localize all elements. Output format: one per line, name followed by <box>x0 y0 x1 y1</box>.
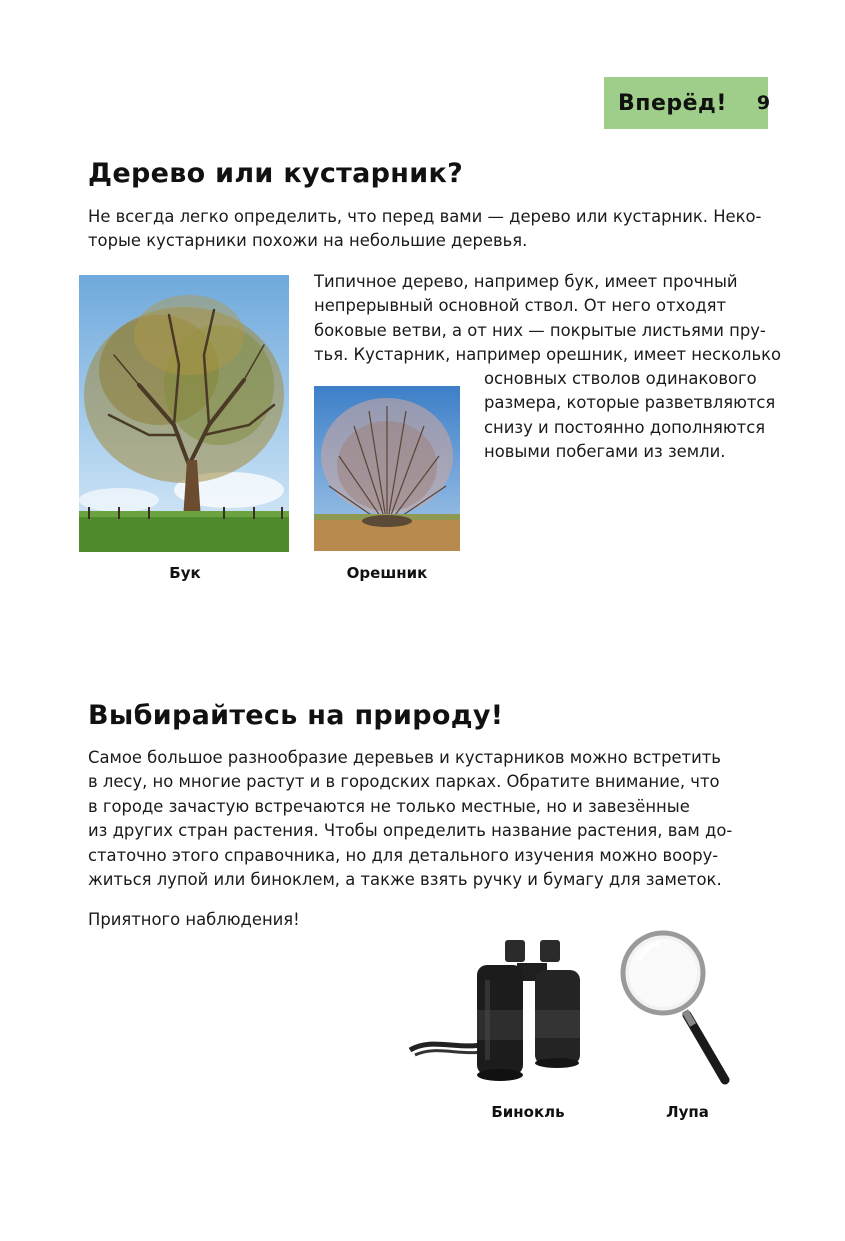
hazel-photo <box>314 386 460 551</box>
body-line: статочно этого справочника, но для детального изучения можно воору- <box>88 845 719 865</box>
section1-body-narrow <box>484 367 775 465</box>
caption-binoculars: Бинокль <box>491 1103 565 1121</box>
caption-magnifier: Лупа <box>666 1103 709 1121</box>
body-line: Типичное дерево, например бук, имеет прочный <box>314 272 738 291</box>
body-line: снизу и постоянно дополняются <box>484 417 766 437</box>
body-line: в городе зачастую встречаются не только местные, но и завезённые <box>88 796 690 816</box>
body-line: основных стволов одинакового <box>484 369 757 388</box>
body-line: боковые ветви, а от них — покрытые листьями пру- <box>314 320 766 340</box>
body-line: из других стран растения. Чтобы определить название растения, вам до- <box>88 821 733 841</box>
intro-line: Не всегда легко определить, что перед вами — дерево или кустарник. Неко- <box>88 207 762 226</box>
body-line: размера, которые разветвляются <box>484 393 776 413</box>
beech-photo <box>79 275 289 552</box>
caption-beech: Бук <box>169 564 201 582</box>
body-line: в лесу, но многие растут и в городских парках. Обратите внимание, что <box>88 772 720 792</box>
section1-intro <box>88 205 761 254</box>
section1-body-wide <box>314 270 781 368</box>
binoculars-icon <box>405 935 590 1085</box>
page-number: 9 <box>756 92 771 114</box>
caption-hazel: Орешник <box>346 564 428 582</box>
section2-body <box>88 746 732 892</box>
body-line: Самое большое разнообразие деревьев и кустарников можно встретить <box>88 748 721 767</box>
body-line: тья. Кустарник, например орешник, имеет несколько <box>314 345 782 365</box>
body-line: непрерывный основной ствол. От него отходят <box>314 296 727 316</box>
closing-line: Приятного наблюдения! <box>88 910 300 929</box>
body-line: житься лупой или биноклем, а также взять ручку и бумагу для заметок. <box>88 870 722 890</box>
section1-title: Дерево или кустарник? <box>88 158 464 189</box>
intro-line: торые кустарники похожи на небольшие деревья. <box>88 231 528 251</box>
body-line: новыми побегами из земли. <box>484 442 726 462</box>
section2-title: Выбирайтесь на природу! <box>88 700 504 731</box>
section-tag <box>604 77 771 129</box>
magnifier-icon <box>615 925 740 1090</box>
section-tag-label: Вперёд! <box>618 90 727 116</box>
